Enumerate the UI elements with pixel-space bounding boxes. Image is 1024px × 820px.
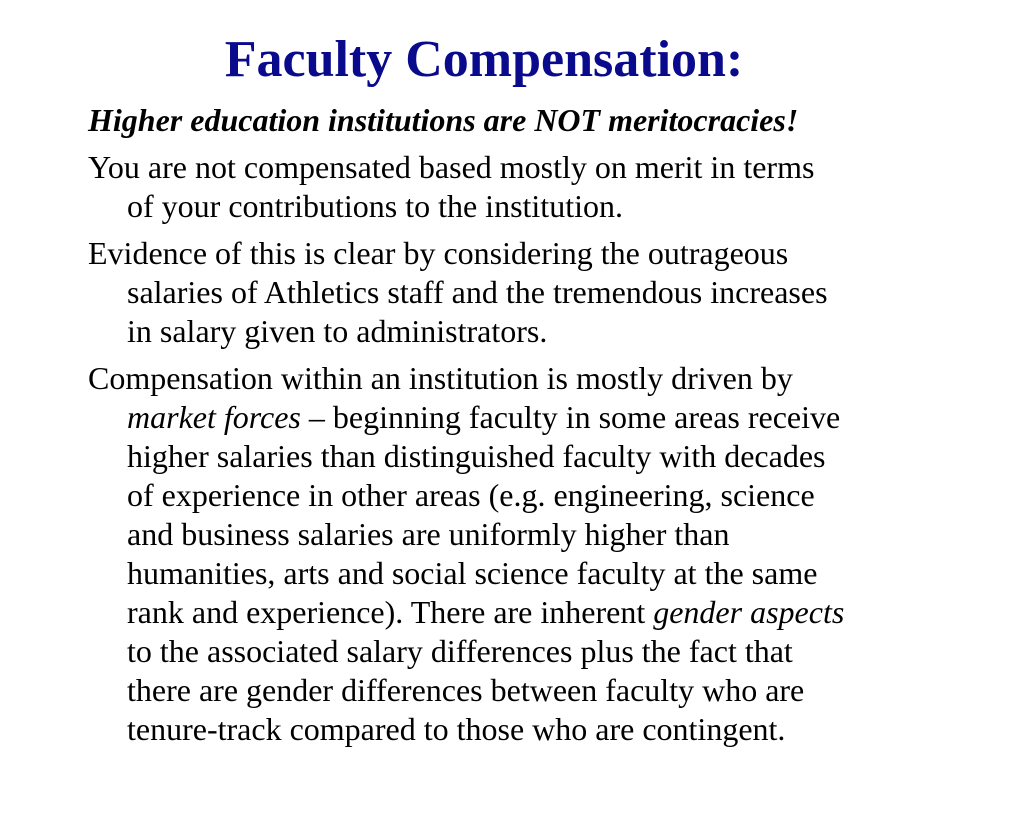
slide-title: Faculty Compensation:: [224, 31, 744, 88]
market-forces-emphasis: market forces: [127, 399, 301, 435]
paragraph-line-rest: – beginning faculty in some areas receive: [300, 399, 841, 435]
paragraph-evidence: [88, 234, 968, 351]
slide-subtitle: Higher education institutions are NOT meritocracies!: [88, 102, 799, 138]
gender-aspects-emphasis: gender aspects: [653, 594, 845, 630]
paragraph-line: in salary given to administrators.: [127, 313, 548, 349]
paragraph-line: You are not compensated based mostly on merit in terms: [88, 149, 815, 185]
paragraph-line: of experience in other areas (e.g. engineering, science: [127, 477, 815, 513]
paragraph-line: salaries of Athletics staff and the tremendous increases: [127, 274, 828, 310]
paragraph-line: humanities, arts and social science faculty at the same: [127, 555, 818, 591]
paragraph-market-forces: [88, 359, 968, 749]
paragraph-line: there are gender differences between faculty who are: [127, 672, 805, 708]
paragraph-line: tenure-track compared to those who are contingent.: [127, 711, 786, 747]
paragraph-line: of your contributions to the institution.: [127, 188, 623, 224]
paragraph-merit: [88, 148, 968, 226]
paragraph-line-start: rank and experience). There are inherent: [127, 594, 654, 630]
paragraph-line: [88, 593, 968, 632]
paragraph-line: Evidence of this is clear by considering the outrageous: [88, 235, 789, 271]
paragraph-line: higher salaries than distinguished faculty with decades: [127, 438, 826, 474]
paragraph-line: and business salaries are uniformly higher than: [127, 516, 730, 552]
paragraph-line: to the associated salary differences plus the fact that: [127, 633, 793, 669]
paragraph-line: [88, 398, 968, 437]
paragraph-line: Compensation within an institution is mostly driven by: [88, 360, 793, 396]
